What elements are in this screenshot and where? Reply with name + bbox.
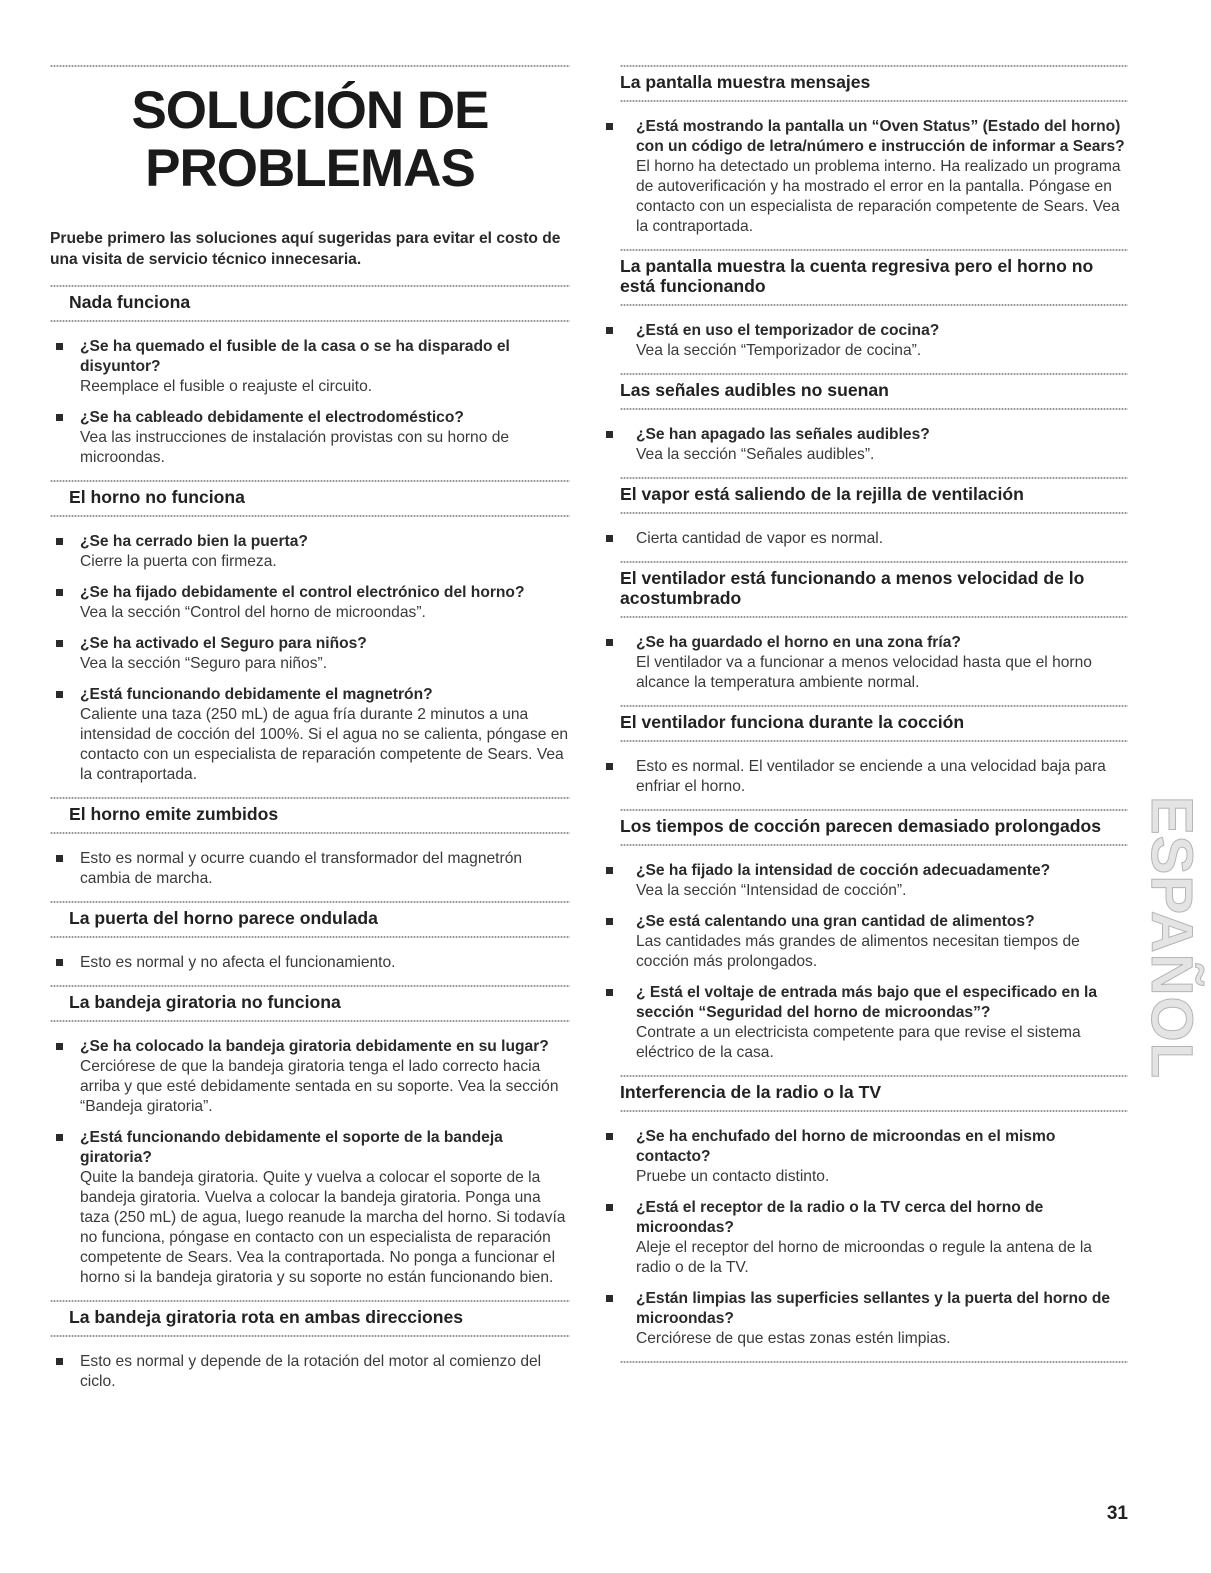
divider xyxy=(50,1019,570,1023)
answer-text: Contrate a un electricista competente para que revise el sistema eléctrico de la casa. xyxy=(636,1024,1081,1061)
troubleshooting-section xyxy=(620,372,1128,465)
list-item xyxy=(50,408,570,468)
answer-text: Cerciórese de que estas zonas estén limpias. xyxy=(636,1330,951,1347)
bullet-icon xyxy=(56,1358,63,1365)
list-item xyxy=(50,1128,570,1288)
list-item xyxy=(50,953,570,973)
right-column xyxy=(620,64,1128,1364)
question-text: ¿Se ha fijado la intensidad de cocción adecuadamente? xyxy=(636,862,1051,879)
list-item xyxy=(620,861,1128,901)
divider xyxy=(620,248,1128,252)
answer-text: Cierta cantidad de vapor es normal. xyxy=(636,530,884,547)
bullet-icon xyxy=(606,327,613,334)
list-item xyxy=(620,1127,1128,1187)
troubleshooting-section xyxy=(50,984,570,1288)
list-item xyxy=(50,532,570,572)
question-text: ¿Se ha quemado el fusible de la casa o se ha disparado el disyuntor? xyxy=(80,338,510,375)
bullet-icon xyxy=(56,1043,63,1050)
bullet-icon xyxy=(606,918,613,925)
divider xyxy=(620,99,1128,103)
bullet-icon xyxy=(56,855,63,862)
list-item xyxy=(50,1037,570,1117)
answer-text: Las cantidades más grandes de alimentos necesitan tiempos de cocción más prolongados. xyxy=(636,933,1080,970)
troubleshooting-section xyxy=(50,1299,570,1392)
section-items xyxy=(50,323,570,468)
question-text: ¿Está funcionando debidamente el soporte de la bandeja giratoria? xyxy=(80,1129,503,1166)
bullet-icon xyxy=(606,1295,613,1302)
divider xyxy=(620,615,1128,619)
divider xyxy=(620,407,1128,411)
left-column xyxy=(50,64,570,1403)
answer-text: Caliente una taza (250 mL) de agua fría durante 2 minutos a una intensidad de cocción del 100%. Si el agua no se calienta, póngase en contacto con un especialista de reparación competente de Sears. Vea la contraportada. xyxy=(80,706,569,783)
divider xyxy=(50,1299,570,1303)
troubleshooting-section xyxy=(50,479,570,785)
answer-text: El horno ha detectado un problema interno. Ha realizado un programa de autoverificación y ha mostrado el error en la pantalla. Póngase en contacto con un especialista de reparación competente de Sears. Vea la contraportada. xyxy=(636,158,1121,235)
list-item xyxy=(620,757,1128,797)
troubleshooting-section xyxy=(620,476,1128,549)
section-title: La bandeja giratoria no funciona xyxy=(69,992,341,1012)
page-number: 31 xyxy=(1106,1503,1128,1524)
question-text: ¿Se está calentando una gran cantidad de alimentos? xyxy=(636,913,1035,930)
divider xyxy=(620,511,1128,515)
bullet-icon xyxy=(606,535,613,542)
divider xyxy=(50,284,570,288)
section-title: El horno emite zumbidos xyxy=(69,804,279,824)
section-title: Interferencia de la radio o la TV xyxy=(620,1082,882,1102)
answer-text: Vea la sección “Seguro para niños”. xyxy=(80,655,328,672)
answer-text: El ventilador va a funcionar a menos velocidad hasta que el horno alcance la temperatura ambiente normal. xyxy=(636,654,1092,691)
list-item xyxy=(50,634,570,674)
divider xyxy=(620,1074,1128,1078)
divider xyxy=(50,796,570,800)
section-title: La pantalla muestra la cuenta regresiva pero el horno no está funcionando xyxy=(620,256,1094,296)
section-title: Los tiempos de cocción parecen demasiado prolongados xyxy=(620,816,1102,836)
question-text: ¿Se ha colocado la bandeja giratoria debidamente en su lugar? xyxy=(80,1038,549,1055)
section-title: El horno no funciona xyxy=(69,487,245,507)
section-items xyxy=(620,847,1128,1063)
divider xyxy=(620,560,1128,564)
answer-text: Vea la sección “Control del horno de microondas”. xyxy=(80,604,426,621)
divider xyxy=(620,843,1128,847)
section-title: La bandeja giratoria rota en ambas direcciones xyxy=(69,1307,464,1327)
answer-text: Vea las instrucciones de instalación provistas con su horno de microondas. xyxy=(80,429,510,466)
troubleshooting-section xyxy=(50,900,570,973)
divider xyxy=(50,831,570,835)
bullet-icon xyxy=(56,343,63,350)
divider xyxy=(50,1334,570,1338)
section-items xyxy=(50,1023,570,1288)
answer-text: Cerciórese de que la bandeja giratoria tenga el lado correcto hacia arriba y que esté debidamente sentada en su soporte. Vea la sección “Bandeja giratoria”. xyxy=(80,1058,559,1115)
question-text: ¿Está funcionando debidamente el magnetrón? xyxy=(80,686,433,703)
bullet-icon xyxy=(56,959,63,966)
question-text: ¿Está mostrando la pantalla un “Oven Status” (Estado del horno) con un código de letra/número e instrucción de informar a Sears? xyxy=(636,118,1125,155)
answer-text: Vea la sección “Señales audibles”. xyxy=(636,446,875,463)
answer-text: Esto es normal y ocurre cuando el transformador del magnetrón cambia de marcha. xyxy=(80,850,523,887)
troubleshooting-section xyxy=(620,64,1128,237)
divider xyxy=(50,319,570,323)
section-items xyxy=(50,835,570,889)
page-title xyxy=(50,82,570,198)
troubleshooting-section xyxy=(620,808,1128,1063)
list-item xyxy=(50,337,570,397)
bullet-icon xyxy=(56,414,63,421)
question-text: ¿Están limpias las superficies sellantes y la puerta del horno de microondas? xyxy=(636,1290,1111,1327)
section-items xyxy=(620,307,1128,361)
divider xyxy=(620,64,1128,68)
divider xyxy=(620,1109,1128,1113)
answer-text: Cierre la puerta con firmeza. xyxy=(80,553,277,570)
bullet-icon xyxy=(56,640,63,647)
question-text: ¿Se ha guardado el horno en una zona fría? xyxy=(636,634,961,651)
divider xyxy=(620,1360,1128,1364)
divider xyxy=(620,372,1128,376)
question-text: ¿Se ha fijado debidamente el control electrónico del horno? xyxy=(80,584,525,601)
troubleshooting-section xyxy=(620,560,1128,693)
list-item xyxy=(620,321,1128,361)
answer-text: Pruebe un contacto distinto. xyxy=(636,1168,830,1185)
title-line-1: SOLUCIÓN DE xyxy=(131,81,489,140)
list-item xyxy=(620,117,1128,237)
answer-text: Esto es normal. El ventilador se enciende a una velocidad baja para enfriar el horno. xyxy=(636,758,1106,795)
question-text: ¿Se han apagado las señales audibles? xyxy=(636,426,930,443)
section-title: El vapor está saliendo de la rejilla de ventilación xyxy=(620,484,1024,504)
answer-text: Aleje el receptor del horno de microondas o regule la antena de la radio o de la TV. xyxy=(636,1239,1092,1276)
divider xyxy=(50,984,570,988)
bullet-icon xyxy=(56,589,63,596)
section-items xyxy=(620,515,1128,549)
question-text: ¿Está en uso el temporizador de cocina? xyxy=(636,322,940,339)
list-item xyxy=(620,529,1128,549)
bullet-icon xyxy=(606,639,613,646)
bullet-icon xyxy=(56,691,63,698)
list-item xyxy=(50,1352,570,1392)
troubleshooting-section xyxy=(50,284,570,468)
title-line-2: PROBLEMAS xyxy=(145,139,475,198)
divider xyxy=(50,935,570,939)
answer-text: Vea la sección “Temporizador de cocina”. xyxy=(636,342,922,359)
section-title: El ventilador está funcionando a menos velocidad de lo acostumbrado xyxy=(620,568,1085,608)
section-items xyxy=(620,411,1128,465)
list-item xyxy=(620,1289,1128,1349)
language-tab-label: ESPAÑOL xyxy=(1139,795,1205,1079)
list-item xyxy=(620,983,1128,1063)
answer-text: Esto es normal y depende de la rotación del motor al comienzo del ciclo. xyxy=(80,1353,542,1390)
section-title: El ventilador funciona durante la cocción xyxy=(620,712,965,732)
divider xyxy=(50,514,570,518)
list-item xyxy=(620,425,1128,465)
divider xyxy=(50,479,570,483)
section-title: La puerta del horno parece ondulada xyxy=(69,908,378,928)
bullet-icon xyxy=(606,431,613,438)
bullet-icon xyxy=(606,989,613,996)
bullet-icon xyxy=(56,538,63,545)
troubleshooting-section xyxy=(620,248,1128,361)
divider xyxy=(50,900,570,904)
divider xyxy=(620,704,1128,708)
section-items xyxy=(620,619,1128,693)
list-item xyxy=(50,849,570,889)
list-item xyxy=(50,583,570,623)
right-sections xyxy=(620,64,1128,1364)
answer-text: Esto es normal y no afecta el funcionamiento. xyxy=(80,954,396,971)
bullet-icon xyxy=(606,123,613,130)
question-text: ¿Se ha cableado debidamente el electrodoméstico? xyxy=(80,409,464,426)
list-item xyxy=(620,1198,1128,1278)
section-items xyxy=(50,939,570,973)
divider xyxy=(620,808,1128,812)
bullet-icon xyxy=(606,1204,613,1211)
bullet-icon xyxy=(606,1133,613,1140)
answer-text: Quite la bandeja giratoria. Quite y vuelva a colocar el soporte de la bandeja giratoria. Vuelva a colocar la bandeja giratoria. Ponga una taza (250 mL) de agua, luego reanude la marcha del horno. Si todavía no funciona, póngase en contacto con un especialista de reparación competente de Sears. Vea la contraportada. No ponga a funcionar el horno si la bandeja giratoria y su soporte no están funcionando bien. xyxy=(80,1169,566,1286)
section-title: Las señales audibles no suenan xyxy=(620,380,889,400)
divider xyxy=(620,739,1128,743)
divider xyxy=(620,303,1128,307)
section-title: Nada funciona xyxy=(69,292,191,312)
language-tab xyxy=(1139,795,1205,1079)
question-text: ¿ Está el voltaje de entrada más bajo que el especificado en la sección “Seguridad del horno de microondas”? xyxy=(636,984,1098,1021)
question-text: ¿Se ha cerrado bien la puerta? xyxy=(80,533,308,550)
intro-text: Pruebe primero las soluciones aquí sugeridas para evitar el costo de una visita de servicio técnico innecesaria. xyxy=(50,230,561,268)
question-text: ¿Está el receptor de la radio o la TV cerca del horno de microondas? xyxy=(636,1199,1044,1236)
answer-text: Vea la sección “Intensidad de cocción”. xyxy=(636,882,907,899)
answer-text: Reemplace el fusible o reajuste el circuito. xyxy=(80,378,373,395)
section-title: La pantalla muestra mensajes xyxy=(620,72,871,92)
bullet-icon xyxy=(606,763,613,770)
bullet-icon xyxy=(606,867,613,874)
troubleshooting-section xyxy=(620,1074,1128,1349)
section-items xyxy=(50,518,570,785)
list-item xyxy=(620,912,1128,972)
troubleshooting-section xyxy=(620,704,1128,797)
list-item xyxy=(50,685,570,785)
section-items xyxy=(620,1113,1128,1349)
list-item xyxy=(620,633,1128,693)
left-sections xyxy=(50,284,570,1392)
bullet-icon xyxy=(56,1134,63,1141)
troubleshooting-section xyxy=(50,796,570,889)
question-text: ¿Se ha activado el Seguro para niños? xyxy=(80,635,367,652)
section-items xyxy=(620,743,1128,797)
divider xyxy=(620,476,1128,480)
section-items xyxy=(50,1338,570,1392)
question-text: ¿Se ha enchufado del horno de microondas en el mismo contacto? xyxy=(636,1128,1056,1165)
divider xyxy=(50,64,570,68)
section-items xyxy=(620,103,1128,237)
